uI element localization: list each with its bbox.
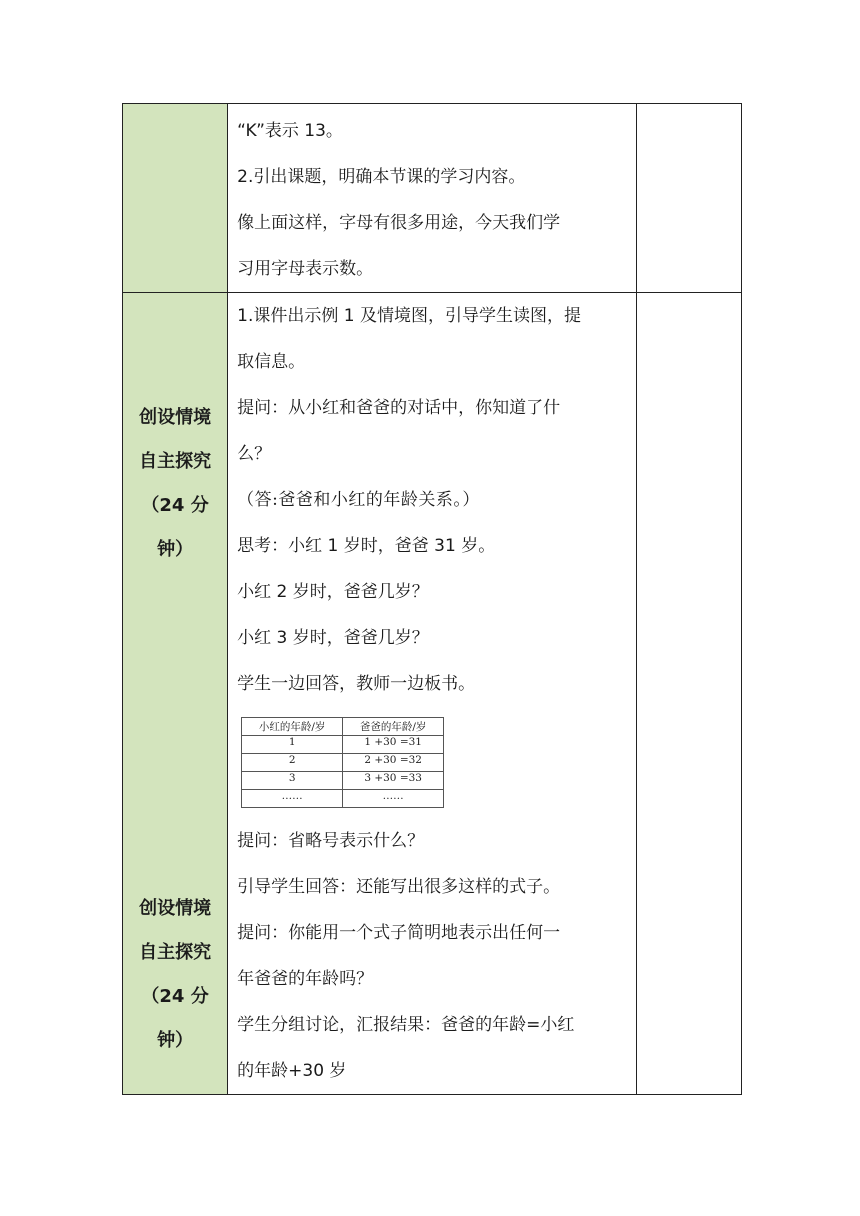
notes-cell [636,293,741,1095]
content-line: 提问：你能用一个式子简明地表示出任何一 [237,923,561,943]
content-cell [228,293,637,1095]
label-line: 创设情境 [139,898,212,919]
content-line: 学生一边回答，教师一边板书。 [237,674,476,694]
age-table-header-cell: 小红的年龄/岁 [242,718,343,736]
age-table-header [242,718,444,736]
content-line: 提问：省略号表示什么？ [237,831,425,851]
label-line: （24 分 [141,986,209,1007]
answer-line: （答:爸爸和小红的年龄关系。） [237,490,480,510]
age-table-header-cell: 爸爸的年龄/岁 [343,718,444,736]
content-line: 2.引出课题，明确本节课的学习内容。 [237,167,526,187]
age-table-cell: …… [242,790,343,808]
content-line: 么？ [237,444,272,464]
age-table-cell: 3 [242,772,343,790]
content-line: 小红 3 岁时，爸爸几岁？ [237,628,429,648]
content-line: 小红 2 岁时，爸爸几岁？ [237,582,429,602]
content-line: 1.课件出示例 1 及情境图，引导学生读图，提 [237,306,581,326]
age-table [241,717,444,808]
notes-cell [636,104,741,293]
content-line: “K”表示 13。 [237,121,343,141]
content-line: 学生分组讨论，汇报结果：爸爸的年龄=小红 [237,1015,575,1035]
label-line: （24 分 [141,495,209,516]
section-label-cell [123,104,228,293]
age-table-row [242,736,444,754]
age-table-row [242,772,444,790]
content-line: 习用字母表示数。 [237,259,374,279]
content-line: 提问：从小红和爸爸的对话中，你知道了什 [237,398,561,418]
table-row [123,293,742,1095]
label-line: 自主探究 [139,451,212,472]
age-table-row [242,754,444,772]
age-table-cell: 1 [242,736,343,754]
section-label-bottom [125,887,225,1063]
age-table-cell: 1 +30 =31 [343,736,444,754]
age-table-cell: 3 +30 =33 [343,772,444,790]
content-line: 年爸爸的年龄吗？ [237,969,374,989]
section-label-cell [123,293,228,1095]
label-line: 创设情境 [139,407,212,428]
table-row [123,104,742,293]
content-line: 思考：小红 1 岁时，爸爸 31 岁。 [237,536,496,556]
section-label-top [125,396,225,572]
content-line: 取信息。 [237,352,306,372]
label-line: 钟） [157,539,194,560]
label-line: 自主探究 [139,942,212,963]
content-cell [228,104,637,293]
age-table-cell: 2 [242,754,343,772]
age-table-cell: 2 +30 =32 [343,754,444,772]
content-line: 的年龄+30 岁 [237,1061,347,1081]
content-line: 像上面这样，字母有很多用途，今天我们学 [237,213,561,233]
age-table-cell: …… [343,790,444,808]
content-line: 引导学生回答：还能写出很多这样的式子。 [237,877,561,897]
age-table-row [242,790,444,808]
lesson-plan-table [122,103,742,1095]
label-line: 钟） [157,1030,194,1051]
